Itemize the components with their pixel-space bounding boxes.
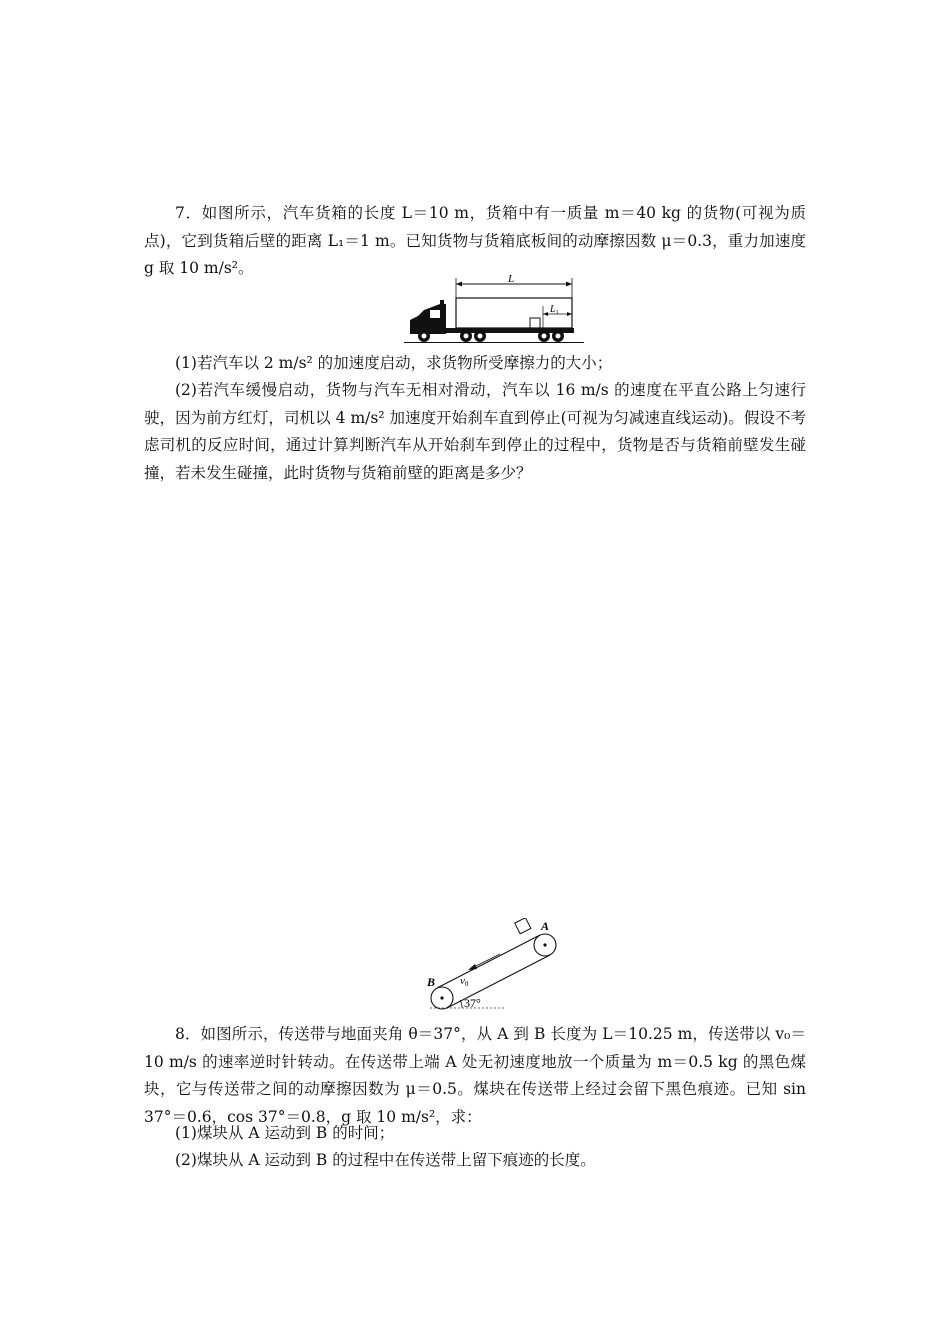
label-L1: $L_1$ <box>550 304 559 316</box>
angle-arc <box>460 1000 462 1008</box>
conveyor-figure <box>420 918 565 1014</box>
truck-figure <box>404 272 584 346</box>
conveyor-diagram <box>420 918 565 1014</box>
belt-top <box>437 935 540 988</box>
coal-block <box>515 918 531 934</box>
label-v0: v0 <box>460 975 469 988</box>
problem-8-question-1: (1)煤块从 A 运动到 B 的时间； <box>175 1124 395 1142</box>
problem-8-intro: 8．如图所示，传送带与地面夹角 θ＝37°，从 A 到 B 长度为 L＝10.25 m，传送带以 v₀＝10 m/s 的速率逆时针转动。在传送带上端 A 处无初速度地放一个质量为 m＝0.5 kg 的黑色煤块，它与传送带之间的动摩擦因数为 μ＝0.5。煤块在传送带上经过会留下黑色痕迹。已知 sin 37°＝0.6，cos 37°＝0.8，g 取 10 m/s²，求： <box>144 1025 806 1126</box>
cargo-block <box>530 318 540 328</box>
problem-7-question-2: (2)若汽车缓慢启动，货物与汽车无相对滑动，汽车以 16 m/s 的速度在平直公路上匀速行驶，因为前方红灯，司机以 4 m/s² 加速度开始刹车直到停止(可视为匀减速直线运动)。假设不考虑司机的反应时间，通过计算判断汽车从开始刹车到停止的过程中，货物是否与货箱前壁发生碰撞，若未发生碰撞，此时货物与货箱前壁的距离是多少？ <box>144 381 806 482</box>
label-A: A <box>541 919 550 933</box>
label-L: L <box>508 273 515 285</box>
problem-7-intro: 7．如图所示，汽车货箱的长度 L＝10 m，货箱中有一质量 m＝40 kg 的货物(可视为质点)，它到货箱后壁的距离 L₁＝1 m。已知货物与货箱底板间的动摩擦因数 μ＝0.3，重力加速度 g 取 10 m/s²。 <box>144 204 806 277</box>
label-B: B <box>427 975 436 989</box>
label-angle: 37° <box>464 996 481 1010</box>
truck-diagram <box>404 272 584 346</box>
problem-7-question-1: (1)若汽车以 2 m/s² 的加速度启动，求货物所受摩擦力的大小； <box>175 354 613 372</box>
truck-cab <box>410 304 446 334</box>
problem-8-question-2: (2)煤块从 A 运动到 B 的过程中在传送带上留下痕迹的长度。 <box>175 1151 596 1169</box>
